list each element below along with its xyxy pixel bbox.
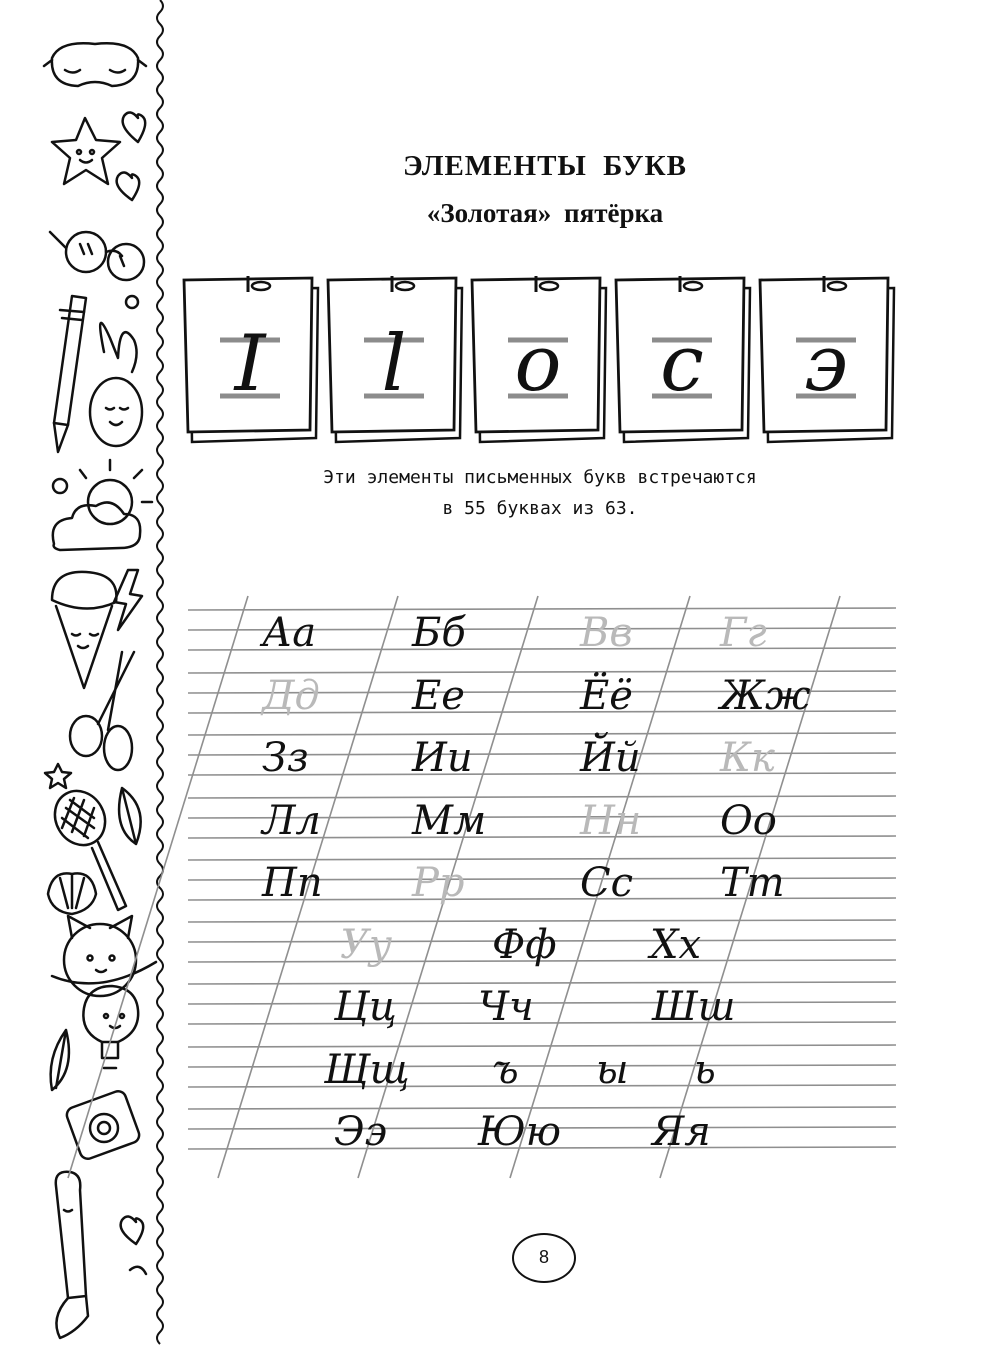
description-line-1: Эти элементы письменных букв встречаются (323, 467, 757, 488)
alphabet-letter: Яя (652, 1109, 711, 1155)
alphabet-letter: Шш (652, 984, 736, 1030)
alphabet-letter: Ее (412, 673, 465, 719)
alphabet-letter: Чч (478, 984, 534, 1030)
element-glyph: c (660, 319, 704, 409)
alphabet-letter: Тт (720, 860, 785, 906)
page-number: 8 (512, 1233, 576, 1283)
page-subtitle: «Золотая» пятёрка (426, 198, 664, 228)
element-glyph: l (381, 319, 407, 409)
alphabet-letter: Уу (340, 922, 393, 968)
alphabet-letter: Аа (262, 610, 317, 656)
element-glyph: э (804, 319, 848, 409)
alphabet-letter: ь (694, 1047, 716, 1093)
alphabet-letter: Бб (412, 610, 466, 656)
alphabet-letter: Ии (412, 735, 473, 781)
alphabet-letter: Щщ (324, 1047, 410, 1093)
alphabet-letter: Сс (580, 860, 634, 906)
alphabet-letter: ъ (492, 1047, 519, 1093)
alphabet-letter: Вв (580, 610, 633, 656)
alphabet-letter: Ээ (334, 1109, 388, 1155)
alphabet-letter: Фф (492, 922, 557, 968)
alphabet-letter: Гг (720, 610, 767, 656)
alphabet-letter: Лл (262, 798, 321, 844)
page-title: ЭЛЕМЕНТЫ БУКВ (403, 150, 687, 182)
alphabet-letter: Хх (650, 922, 702, 968)
alphabet-letter: Зз (262, 735, 309, 781)
alphabet-letter: ы (596, 1047, 629, 1093)
alphabet-letter: Мм (412, 798, 487, 844)
alphabet-letter: Йй (580, 735, 641, 781)
alphabet-letter: Рр (412, 860, 465, 906)
alphabet-letter: Нн (580, 798, 642, 844)
description-line-2: в 55 буквах из 63. (442, 498, 638, 519)
alphabet-letter: Ёё (580, 673, 633, 719)
element-glyph: I (234, 319, 266, 409)
element-glyph: o (514, 319, 562, 409)
alphabet-letter: Пп (262, 860, 323, 906)
alphabet-letter: Цц (334, 984, 397, 1030)
alphabet-letter: Дд (262, 673, 320, 719)
alphabet-letter: Кк (720, 735, 775, 781)
alphabet-letter: Жж (720, 673, 811, 719)
alphabet-letter: Оо (720, 798, 777, 844)
alphabet-letter: Юю (478, 1109, 561, 1155)
